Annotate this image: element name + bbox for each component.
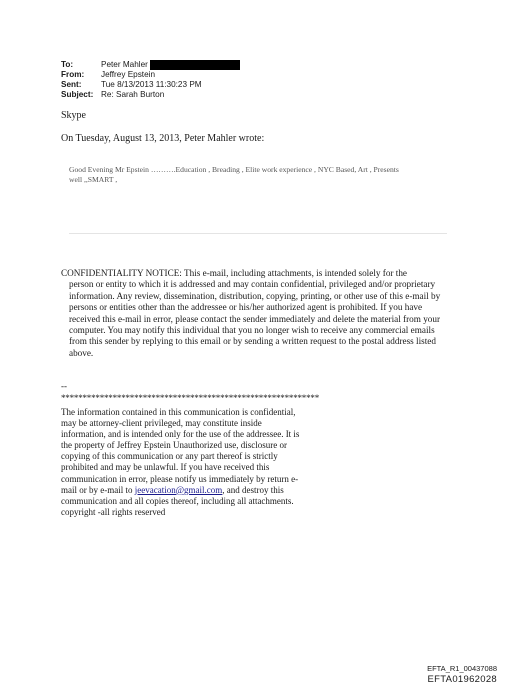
email-link[interactable]: jeevacation@gmail.com [134, 484, 223, 495]
to-label: To: [61, 60, 74, 69]
confidentiality-first-line: CONFIDENTIALITY NOTICE: This e-mail, including attachments, is intended solely for the [61, 268, 407, 278]
from-value: Jeffrey Epstein [101, 70, 156, 79]
quote-intro: On Tuesday, August 13, 2013, Peter Mahler wrote: [61, 133, 265, 144]
reply-text: Skype [61, 110, 86, 121]
from-label: From: [61, 70, 85, 79]
subject-row [61, 90, 240, 100]
subject-value: Re: Sarah Burton [101, 90, 165, 99]
footer-text-before-link: The information contained in this communication is confidential, may be attorney-client privileged, may constitute inside information, and is intended only for the use of the addressee. It is the property of Jeffrey Epstein Unauthorized use, disclosure or copying of this communication or any part thereof is strictly prohibited and may be unlawful. If you have received this communication in error, please notify us immediately by return e-mail or by e-mail to [61, 407, 300, 495]
email-header [61, 60, 240, 100]
signature-separator: -- [61, 381, 67, 391]
asterisk-rule: ************************************************************ [61, 393, 320, 403]
sent-value: Tue 8/13/2013 11:30:23 PM [101, 80, 202, 89]
to-value [101, 60, 240, 70]
doc-id-secondary: EFTA01962028 [427, 674, 497, 685]
redaction-box [150, 60, 240, 70]
doc-id-primary: EFTA_R1_00437088 [427, 664, 497, 673]
quoted-message [69, 165, 469, 185]
to-name: Peter Mahler [101, 60, 148, 69]
quoted-line-1: Good Evening Mr Epstein ……….Education , Breading , Elite work experience , NYC Based, Art , Presents [69, 165, 399, 174]
confidentiality-notice [61, 268, 451, 359]
legal-footer [61, 407, 301, 518]
footer-text-after-link: , and destroy this communication and all copies thereof, including all attachments. copyright -all rights reserved [61, 484, 294, 517]
to-row [61, 60, 240, 70]
subject-label: Subject: [61, 90, 94, 99]
sent-row [61, 80, 240, 90]
confidentiality-body: person or entity to which it is addressed and may contain confidential, privileged and/or proprietary information. Any review, dissemination, distribution, copying, printing, or other use of this e-mail by persons or entities other than the addressee or his/her authorized agent is prohibited. If you have received this e-mail in error, please contact the sender immediately and delete the material from your computer. You may notify this individual that you no longer wish to receive any commercial emails from this sender by replying to this email or by sending a written request to the postal address listed above. [69, 279, 441, 358]
sent-label: Sent: [61, 80, 82, 89]
quoted-line-2: well ,,SMART , [69, 175, 118, 184]
quote-divider [69, 233, 447, 234]
from-row [61, 70, 240, 80]
